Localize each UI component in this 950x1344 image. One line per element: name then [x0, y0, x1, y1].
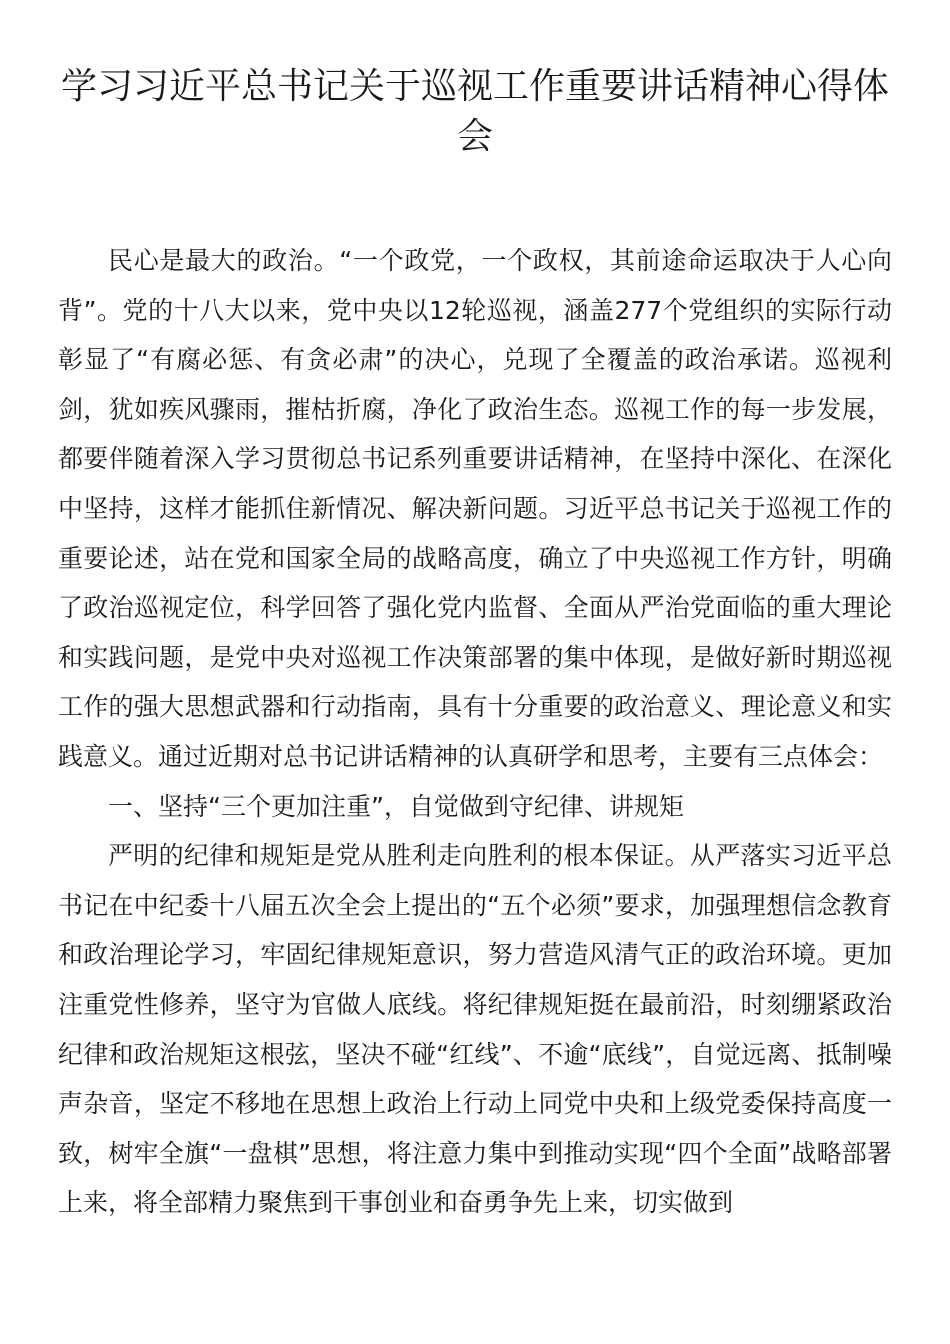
section-1-paragraph: 严明的纪律和规矩是党从胜利走向胜利的根本保证。从严落实习近平总书记在中纪委十八届五次全会上提出的“五个必须”要求，加强理想信念教育和政治理论学习，牢固纪律规矩意识，努力营造风清气正的政治环境。更加注重党性修养，坚守为官做人底线。将纪律规矩挺在最前沿，时刻绷紧政治纪律和政治规矩这根弦，坚决不碰“红线”、不逾“底线”，自觉远离、抵制噪声杂音，坚定不移地在思想上政治上行动上同党中央和上级党委保持高度一致，树牢全旗“一盘棋”思想，将注意力集中到推动实现“四个全面”战略部署上来，将全部精力聚焦到干事创业和奋勇争先上来，切实做到: [58, 841, 892, 1218]
section-heading-1: 一、坚持“三个更加注重”，自觉做到守纪律、讲规矩: [108, 791, 684, 821]
intro-paragraph: 民心是最大的政治。“一个政党，一个政权，其前途命运取决于人心向背”。党的十八大以来，党中央以12轮巡视，涵盖277个党组织的实际行动彰显了“有腐必惩、有贪必肃”的决心，兑现了全覆盖的政治承诺。巡视利剑，犹如疾风骤雨，摧枯折腐，净化了政治生态。巡视工作的每一步发展，都要伴随着深入学习贯彻总书记系列重要讲话精神，在坚持中深化、在深化中坚持，这样才能抓住新情况、解决新问题。习近平总书记关于巡视工作的重要论述，站在党和国家全局的战略高度，确立了中央巡视工作方针，明确了政治巡视定位，科学回答了强化党内监督、全面从严治党面临的重大理论和实践问题，是党中央对巡视工作决策部署的集中体现，是做好新时期巡视工作的强大思想武器和行动指南，具有十分重要的政治意义、理论意义和实践意义。通过近期对总书记讲话精神的认真研学和思考，主要有三点体会：: [58, 246, 892, 771]
document-title: 学习习近平总书记关于巡视工作重要讲话精神心得体会: [60, 66, 889, 157]
